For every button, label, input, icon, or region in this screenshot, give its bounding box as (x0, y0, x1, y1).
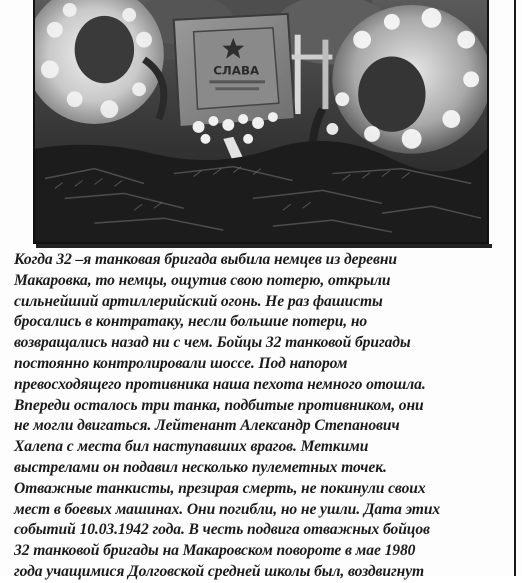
photo-shadow (36, 244, 492, 248)
memorial-photo-drawing (35, 0, 487, 242)
caption-line: Халепа с места бил наступавших врагов. Меткими (14, 438, 369, 456)
plaque-text: СЛАВА (213, 63, 260, 78)
caption-line: Когда 32 –я танковая бригада выбила немцев из деревни (14, 251, 397, 268)
caption-line: Макаровка, то немцы, ощутив свою потерю, открыли (14, 271, 391, 289)
caption-line: сильнейший артиллерийский огонь. Не раз фашисты (14, 292, 383, 310)
caption-line: выстрелами он подавил несколько пулеметных точек. (14, 458, 387, 476)
caption-line: мест в боевых машинах. Они погибли, но не ушли. Дата этих (14, 500, 441, 518)
caption-line: бросались в контратаку, несли большие потери, но (14, 313, 368, 331)
caption-line: Отважные танкисты, презирая смерть, не покинули своих (14, 479, 426, 497)
caption-line: Впереди осталось три танка, подбитые противником, они (14, 396, 424, 414)
caption-line: не могли двигаться. Лейтенант Александр Степанович (14, 417, 400, 435)
caption-line: года учащимися Долговской средней школы был, воздвигнут (14, 562, 425, 580)
caption-line: 32 танковой бригады на Макаровском повороте в мае 1980 (14, 542, 416, 560)
sheet-edge (514, 0, 516, 576)
memorial-photo (33, 0, 489, 244)
caption-line: постоянно контролировали шоссе. Под напором (14, 354, 348, 372)
caption-line: превосходящего противника наша пехота немного отошла. (14, 375, 426, 393)
caption-line: событий 10.03.1942 года. В честь подвига отважных бойцов (14, 521, 430, 539)
caption-line: возвращались назад ни с чем. Бойцы 32 танковой бригады (14, 334, 411, 352)
caption-text (14, 250, 510, 583)
